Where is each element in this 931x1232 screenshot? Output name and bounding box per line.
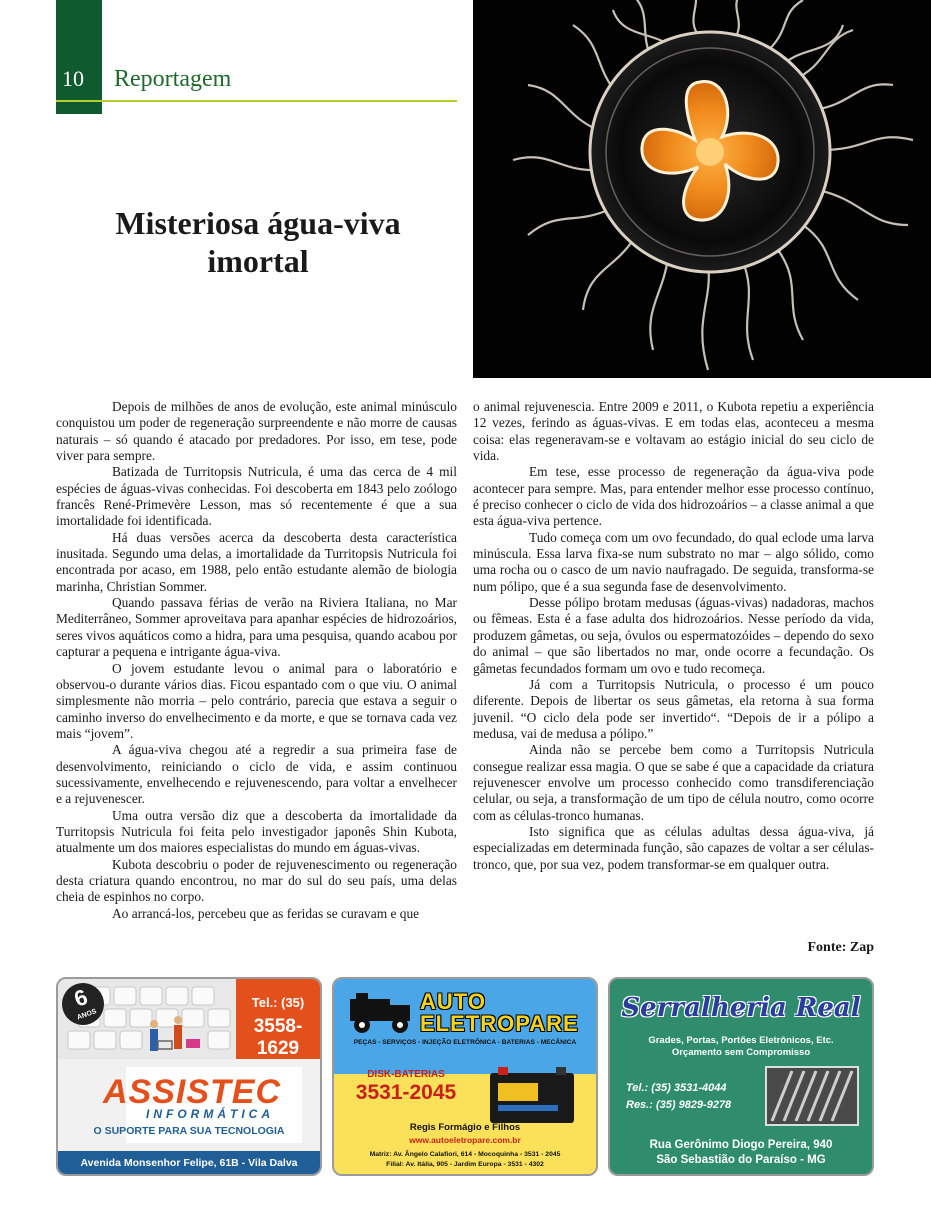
serralheria-phone: Tel.: (35) 3531-4044 bbox=[626, 1082, 727, 1094]
paragraph: Batizada de Turritopsis Nutricula, é uma das cerca de 4 mil espécies de águas-vivas conhecidas. Foi descoberta em 1843 pelo zoólogo francês René-Primevère Lesson, mas só recentemente é que a sua imortalidade foi identificada. bbox=[56, 464, 457, 529]
paragraph: Já com a Turritopsis Nutricula, o processo é um pouco diferente. Depois de libertar os seus gâmetas, ela retorna à sua forma juvenil. “O ciclo dela pode ser invertido“. “Depois de ir a pólipo a medusa, vai de medusa a pólipo.” bbox=[473, 676, 874, 741]
paragraph: Depois de milhões de anos de evolução, este animal minúsculo conquistou um poder de regeneração surpreendente e não morre de causas naturais – só quando é atacado por predadores. Por isso, em tese, pode viver para sempre. bbox=[56, 399, 457, 464]
article-title bbox=[56, 204, 460, 280]
paragraph-continued: o animal rejuvenescia. Entre 2009 e 2011, o Kubota repetiu a experiência 12 vezes, ferindo as águas-vivas. E em todas elas, aconteceu a mesma coisa: elas regeneravam-se e voltavam ao estágio inicial do seu ciclo de vida. bbox=[473, 399, 874, 464]
gate-icon bbox=[762, 1063, 862, 1129]
paragraph: Kubota descobriu o poder de rejuvenescimento ou regeneração desta criatura quando encontrou, no mar do sul do seu país, uma delas cheia de espinhos no corpo. bbox=[56, 856, 457, 905]
ad-serralheria-real[interactable] bbox=[608, 977, 874, 1176]
article-source: Fonte: Zap bbox=[807, 940, 874, 955]
paragraph: Em tese, esse processo de regeneração da água-viva pode acontecer para sempre. Mas, para entender melhor esse processo contínuo, é preciso conhecer o ciclo de vida dos hidrozoários – a classe animal a que esta água-viva pertence. bbox=[473, 464, 874, 529]
auto-brand-2: ELETROPARE bbox=[420, 1011, 579, 1036]
paragraph: Tudo começa com um ovo fecundado, do qual eclode uma larva minúscula. Essa larva fixa-se num substrato no mar – algo sólido, como uma rocha ou o casco de um navio naufragado. De seguida, transforma-se num pólipo, que é a sua segunda fase de desenvolvimento. bbox=[473, 529, 874, 594]
article-title-line-1: Misteriosa água-viva bbox=[115, 205, 401, 241]
auto-site: www.autoeletropare.com.br bbox=[409, 1135, 521, 1145]
phone-number: 3558-1629 bbox=[253, 1016, 303, 1059]
article-title-line-2: imortal bbox=[207, 243, 309, 279]
paragraph: Ainda não se percebe bem como a Turritopsis Nutricula consegue realizar essa magia. O que se sabe é que a capacidade da criatura rejuvenescer envolve um processo conhecido como transdiferenciação celular, ou seja, a transformação de um tipo de célula noutro, como ocorre com as células-tronco humanas. bbox=[473, 742, 874, 823]
disk-label: DISK-BATERIAS bbox=[367, 1069, 445, 1080]
assistec-sub: INFORMÁTICA bbox=[146, 1107, 274, 1121]
paragraph: A água-viva chegou até a regredir a sua primeira fase de desenvolvimento, reiniciando o ciclo de vida, e assim continuou sucessivamente, envelhecendo e rejuvenescendo, para voltar a envelhecer e a rejuvenescer. bbox=[56, 742, 457, 807]
article-column-2 bbox=[473, 399, 874, 873]
paragraph: Quando passava férias de verão na Riviera Italiana, no Mar Mediterrâneo, Sommer aproveitava para apanhar espécies de hidrozoários, seres vivos aquáticos como a hidra, para uma pesquisa, quando acabou por capturar a pequena e intrigante água-viva. bbox=[56, 595, 457, 660]
paragraph: Há duas versões acerca da descoberta desta característica inusitada. Segundo uma delas, a imortalidade da Turritopsis Nutricula foi encontrada por acaso, em 1988, pelo então estudante alemão de biologia marinha, Christian Sommer. bbox=[56, 529, 457, 594]
page-number-tab bbox=[56, 0, 102, 114]
phone-panel bbox=[236, 979, 320, 1059]
auto-services: PEÇAS - SERVIÇOS - INJEÇÃO ELETRÔNICA - BATERIAS - MECÂNICA bbox=[353, 1039, 577, 1046]
assistec-logo: ASSISTEC bbox=[102, 1073, 282, 1111]
article-column-1 bbox=[56, 399, 457, 922]
assistec-address: Avenida Monsenhor Felipe, 61B - Vila Dalva bbox=[80, 1157, 298, 1169]
auto-filial: Filial: Av. Itália, 905 - Jardim Europa - 3531 - 4302 bbox=[386, 1161, 544, 1168]
serralheria-line-1: Grades, Portas, Portões Eletrônicos, Etc. bbox=[648, 1035, 834, 1046]
ad-auto-eletropare[interactable] bbox=[332, 977, 598, 1176]
ad-assistec[interactable] bbox=[56, 977, 322, 1176]
serralheria-address-1: Rua Gerônimo Diogo Pereira, 940 bbox=[649, 1139, 833, 1151]
auto-matriz: Matriz: Av. Ângelo Calafiori, 614 - Mocoquinha - 3531 - 2045 bbox=[369, 1151, 561, 1158]
paragraph: O jovem estudante levou o animal para o laboratório e observou-o durante vários dias. Ficou espantado com o que viu. O animal simplesmente não morria – pelo contrário, parecia que estava a seguir o caminho inverso do envelhecimento e da morte, e que se tornava cada vez mais “jovem”. bbox=[56, 660, 457, 741]
auto-brand-1: AUTO bbox=[420, 989, 486, 1014]
paragraph: Ao arrancá-los, percebeu que as feridas se curavam e que bbox=[112, 905, 420, 921]
assistec-slogan: O SUPORTE PARA SUA TECNOLOGIA bbox=[93, 1125, 285, 1137]
battery-icon bbox=[484, 1063, 576, 1125]
jellyfish-illustration bbox=[473, 0, 931, 378]
tow-truck-icon bbox=[348, 989, 418, 1037]
serralheria-logo: Serralheria Real bbox=[621, 993, 861, 1023]
disk-phone: 3531-2045 bbox=[355, 1081, 457, 1104]
phone-label: Tel.: (35) bbox=[251, 995, 305, 1010]
section-title: Reportagem bbox=[114, 66, 232, 92]
paragraph: Isto significa que as células adultas dessa água-viva, já especializadas em determinada função, são capazes de voltar a ser células-tronco, que, por sua vez, podem transformar-se em qualquer outra. bbox=[473, 823, 874, 872]
paragraph: Uma outra versão diz que a descoberta da imortalidade da Turritopsis Nutricula foi feita pelo investigador japonês Shin Kubota, atualmente um dos maiores especialistas do mundo em águas-vivas. bbox=[56, 807, 457, 856]
paragraph: Desse pólipo brotam medusas (águas-vivas) nadadoras, machos ou fêmeas. Esta é a fase adulta dos hidrozoários. Nesse período da vida, produzem gâmetas, ou seja, óvulos ou espermatozóides – dependo do sexo do animal – que são libertados no mar, onde ocorre a fecundação. Os gâmetas fecundados formam um ovo e tudo recomeça. bbox=[473, 595, 874, 676]
auto-owners: Regis Formágio e Filhos bbox=[409, 1122, 521, 1133]
jellyfish-photo bbox=[473, 0, 931, 378]
header-rule bbox=[56, 100, 457, 102]
serralheria-line-2: Orçamento sem Compromisso bbox=[671, 1047, 811, 1058]
serralheria-address-2: São Sebastião do Paraíso - MG bbox=[656, 1154, 826, 1166]
serralheria-res-phone: Res.: (35) 9829-9278 bbox=[626, 1099, 732, 1111]
anniversary-badge: 6 ANOS bbox=[56, 977, 110, 1031]
page-number: 10 bbox=[62, 66, 84, 91]
